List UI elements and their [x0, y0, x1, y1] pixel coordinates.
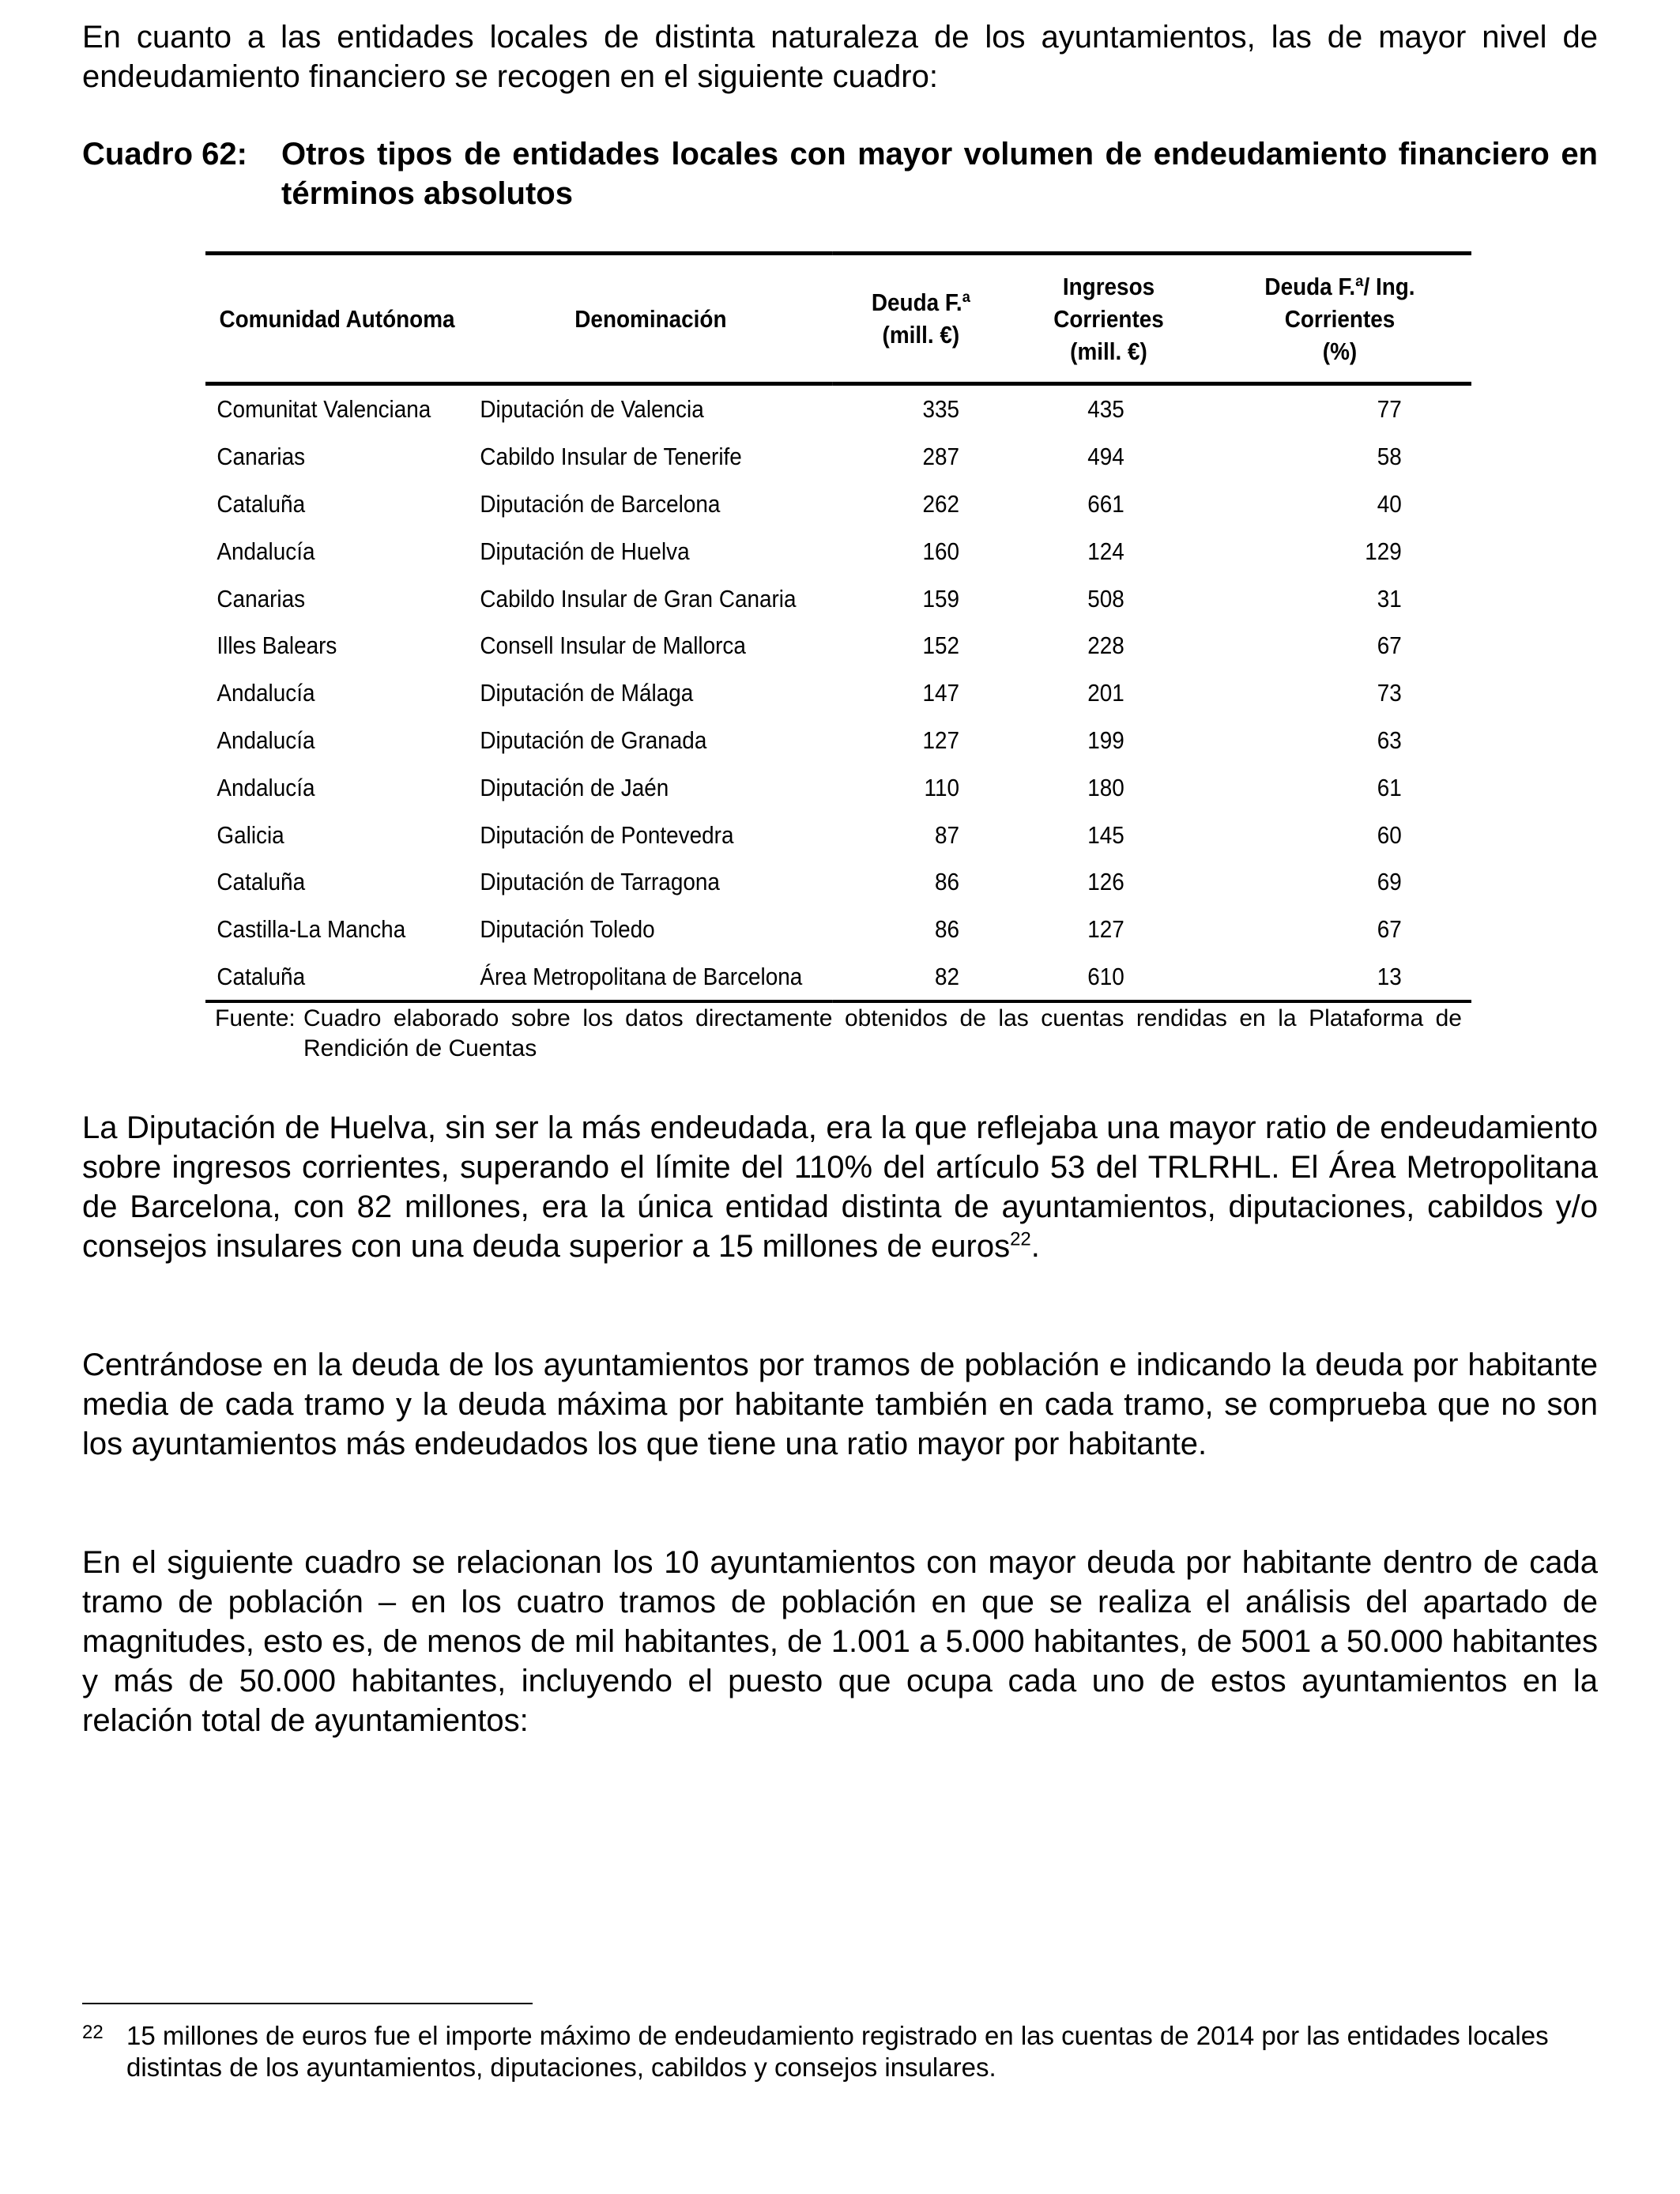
- paragraph-huelva: [82, 1108, 1598, 1266]
- cell-denominacion: Diputación de Valencia: [480, 395, 704, 424]
- cell-ca: Canarias: [217, 443, 306, 471]
- cell-ratio: 40: [1377, 489, 1402, 518]
- source-label: Fuente:: [215, 1005, 296, 1031]
- source-text: Cuadro elaborado sobre los datos directamente obtenidos de las cuentas rendidas en la Plataforma de Rendición de Cuentas: [303, 1005, 1462, 1061]
- cell-ingresos: 494: [1087, 443, 1124, 471]
- cell-ingresos: 145: [1087, 820, 1124, 849]
- cell-ingresos: 127: [1087, 915, 1124, 944]
- cell-ingresos: 435: [1087, 395, 1124, 424]
- cell-ratio: 69: [1377, 868, 1402, 896]
- header-deuda: Deuda F.ª (mill. €): [871, 288, 970, 349]
- cell-denominacion: Diputación de Pontevedra: [480, 820, 734, 849]
- cell-ca: Comunitat Valenciana: [217, 395, 431, 424]
- footnote-text: 15 millones de euros fue el importe máximo de endeudamiento registrado en las cuentas de 2014 por las entidades locales distintas de los ayuntamientos, diputaciones, cabildos y consejos insulares.: [126, 2021, 1549, 2082]
- footnote: [82, 2020, 1598, 2083]
- footnote-reference[interactable]: 22: [1010, 1228, 1031, 1250]
- table-row: [205, 811, 1471, 858]
- cell-denominacion: Consell Insular de Mallorca: [480, 631, 746, 660]
- cell-ingresos: 180: [1087, 773, 1124, 801]
- table-row: [205, 433, 1471, 481]
- cell-ca: Andalucía: [217, 773, 315, 801]
- cell-ca: Cataluña: [217, 868, 306, 896]
- paragraph-huelva-text: La Diputación de Huelva, sin ser la más endeudada, era la que reflejaba una mayor ratio de endeudamiento sobre ingresos corrientes, superando el límite del 110% del artículo 53 del TRLRHL. El Área Metropolitana de Barcelona, con 82 millones, era la única entidad distinta de ayuntamientos, diputaciones, cabildos y/o consejos insulares con una deuda superior a 15 millones de euros: [82, 1110, 1598, 1264]
- debt-table-container: [205, 251, 1471, 1003]
- cell-denominacion: Diputación de Málaga: [480, 679, 694, 707]
- cell-denominacion: Diputación de Huelva: [480, 537, 690, 565]
- cell-ratio: 60: [1377, 820, 1402, 849]
- header-denominacion: Denominación: [574, 304, 727, 333]
- cell-deuda: 127: [922, 726, 959, 754]
- paragraph-siguiente-cuadro: En el siguiente cuadro se relacionan los 10 ayuntamientos con mayor deuda por habitante dentro de cada tramo de población – en los cuatro tramos de población en que se realiza el análisis del apartado de magnitudes, esto es, de menos de mil habitantes, de 1.001 a 5.000 habitantes, de 5001 a 50.000 habitantes y más de 50.000 habitantes, incluyendo el puesto que ocupa cada uno de estos ayuntamientos en la relación total de ayuntamientos:: [82, 1545, 1598, 1738]
- cell-ca: Andalucía: [217, 726, 315, 754]
- cell-ingresos: 126: [1087, 868, 1124, 896]
- table-row: [205, 622, 1471, 669]
- cell-ingresos: 124: [1087, 537, 1124, 565]
- cell-deuda: 335: [922, 395, 959, 424]
- cell-deuda: 160: [922, 537, 959, 565]
- table-row: [205, 575, 1471, 622]
- header-ratio: Deuda F.ª/ Ing. Corrientes (%): [1264, 272, 1415, 365]
- cell-ingresos: 610: [1087, 962, 1124, 990]
- cell-ratio: 58: [1377, 443, 1402, 471]
- cell-ca: Andalucía: [217, 537, 315, 565]
- cell-ca: Andalucía: [217, 679, 315, 707]
- cell-denominacion: Diputación Toledo: [480, 915, 655, 944]
- cell-ingresos: 228: [1087, 631, 1124, 660]
- debt-table: [205, 251, 1471, 1003]
- table-row: [205, 384, 1471, 433]
- cell-ratio: 67: [1377, 915, 1402, 944]
- table-row: [205, 527, 1471, 575]
- cell-denominacion: Cabildo Insular de Gran Canaria: [480, 584, 797, 613]
- cell-ingresos: 661: [1087, 489, 1124, 518]
- table-row: [205, 717, 1471, 764]
- cell-deuda: 147: [922, 679, 959, 707]
- table-header-row: [205, 254, 1471, 384]
- cell-ca: Cataluña: [217, 962, 306, 990]
- header-ingresos: Ingresos Corrientes (mill. €): [1053, 272, 1164, 365]
- cell-deuda: 86: [934, 868, 959, 896]
- table-body: [205, 384, 1471, 1002]
- cell-ratio: 129: [1365, 537, 1402, 565]
- cell-ratio: 13: [1377, 962, 1402, 990]
- cell-ingresos: 508: [1087, 584, 1124, 613]
- cell-ratio: 63: [1377, 726, 1402, 754]
- table-row: [205, 858, 1471, 906]
- cell-deuda: 86: [934, 915, 959, 944]
- cell-ratio: 77: [1377, 395, 1402, 424]
- cell-ratio: 67: [1377, 631, 1402, 660]
- paragraph-huelva-end: .: [1030, 1229, 1040, 1264]
- cell-denominacion: Diputación de Jaén: [480, 773, 669, 801]
- table-row: [205, 481, 1471, 528]
- cell-ratio: 61: [1377, 773, 1402, 801]
- cell-ca: Canarias: [217, 584, 306, 613]
- cell-denominacion: Diputación de Tarragona: [480, 868, 720, 896]
- table-row: [205, 669, 1471, 717]
- cell-deuda: 287: [922, 443, 959, 471]
- caption-text: Otros tipos de entidades locales con mayor volumen de endeudamiento financiero en términos absolutos: [281, 137, 1598, 211]
- table-row: [205, 953, 1471, 1002]
- footnote-number: 22: [82, 2022, 104, 2043]
- cell-deuda: 87: [934, 820, 959, 849]
- table-caption: [82, 134, 1598, 213]
- caption-label: Cuadro 62:: [82, 137, 247, 172]
- header-comunidad: Comunidad Autónoma: [219, 304, 455, 333]
- cell-deuda: 159: [922, 584, 959, 613]
- cell-ca: Cataluña: [217, 489, 306, 518]
- cell-denominacion: Diputación de Barcelona: [480, 489, 721, 518]
- footnote-divider: [82, 2003, 533, 2004]
- paragraph-tramos: Centrándose en la deuda de los ayuntamientos por tramos de población e indicando la deuda por habitante media de cada tramo y la deuda máxima por habitante también en cada tramo, se comprueba que no son los ayuntamientos más endeudados los que tiene una ratio mayor por habitante.: [82, 1348, 1598, 1461]
- cell-ingresos: 201: [1087, 679, 1124, 707]
- table-source-note: [215, 1004, 1462, 1064]
- intro-paragraph: En cuanto a las entidades locales de distinta naturaleza de los ayuntamientos, las de mayor nivel de endeudamiento financiero se recogen en el siguiente cuadro:: [82, 20, 1598, 94]
- table-row: [205, 763, 1471, 811]
- cell-deuda: 152: [922, 631, 959, 660]
- cell-denominacion: Diputación de Granada: [480, 726, 707, 754]
- table-row: [205, 906, 1471, 953]
- cell-ca: Castilla-La Mancha: [217, 915, 406, 944]
- cell-deuda: 262: [922, 489, 959, 518]
- cell-deuda: 82: [934, 962, 959, 990]
- cell-ca: Illes Balears: [217, 631, 337, 660]
- cell-ingresos: 199: [1087, 726, 1124, 754]
- cell-ratio: 73: [1377, 679, 1402, 707]
- cell-ratio: 31: [1377, 584, 1402, 613]
- cell-denominacion: Cabildo Insular de Tenerife: [480, 443, 742, 471]
- cell-ca: Galicia: [217, 820, 284, 849]
- cell-deuda: 110: [924, 773, 959, 801]
- cell-denominacion: Área Metropolitana de Barcelona: [480, 962, 803, 990]
